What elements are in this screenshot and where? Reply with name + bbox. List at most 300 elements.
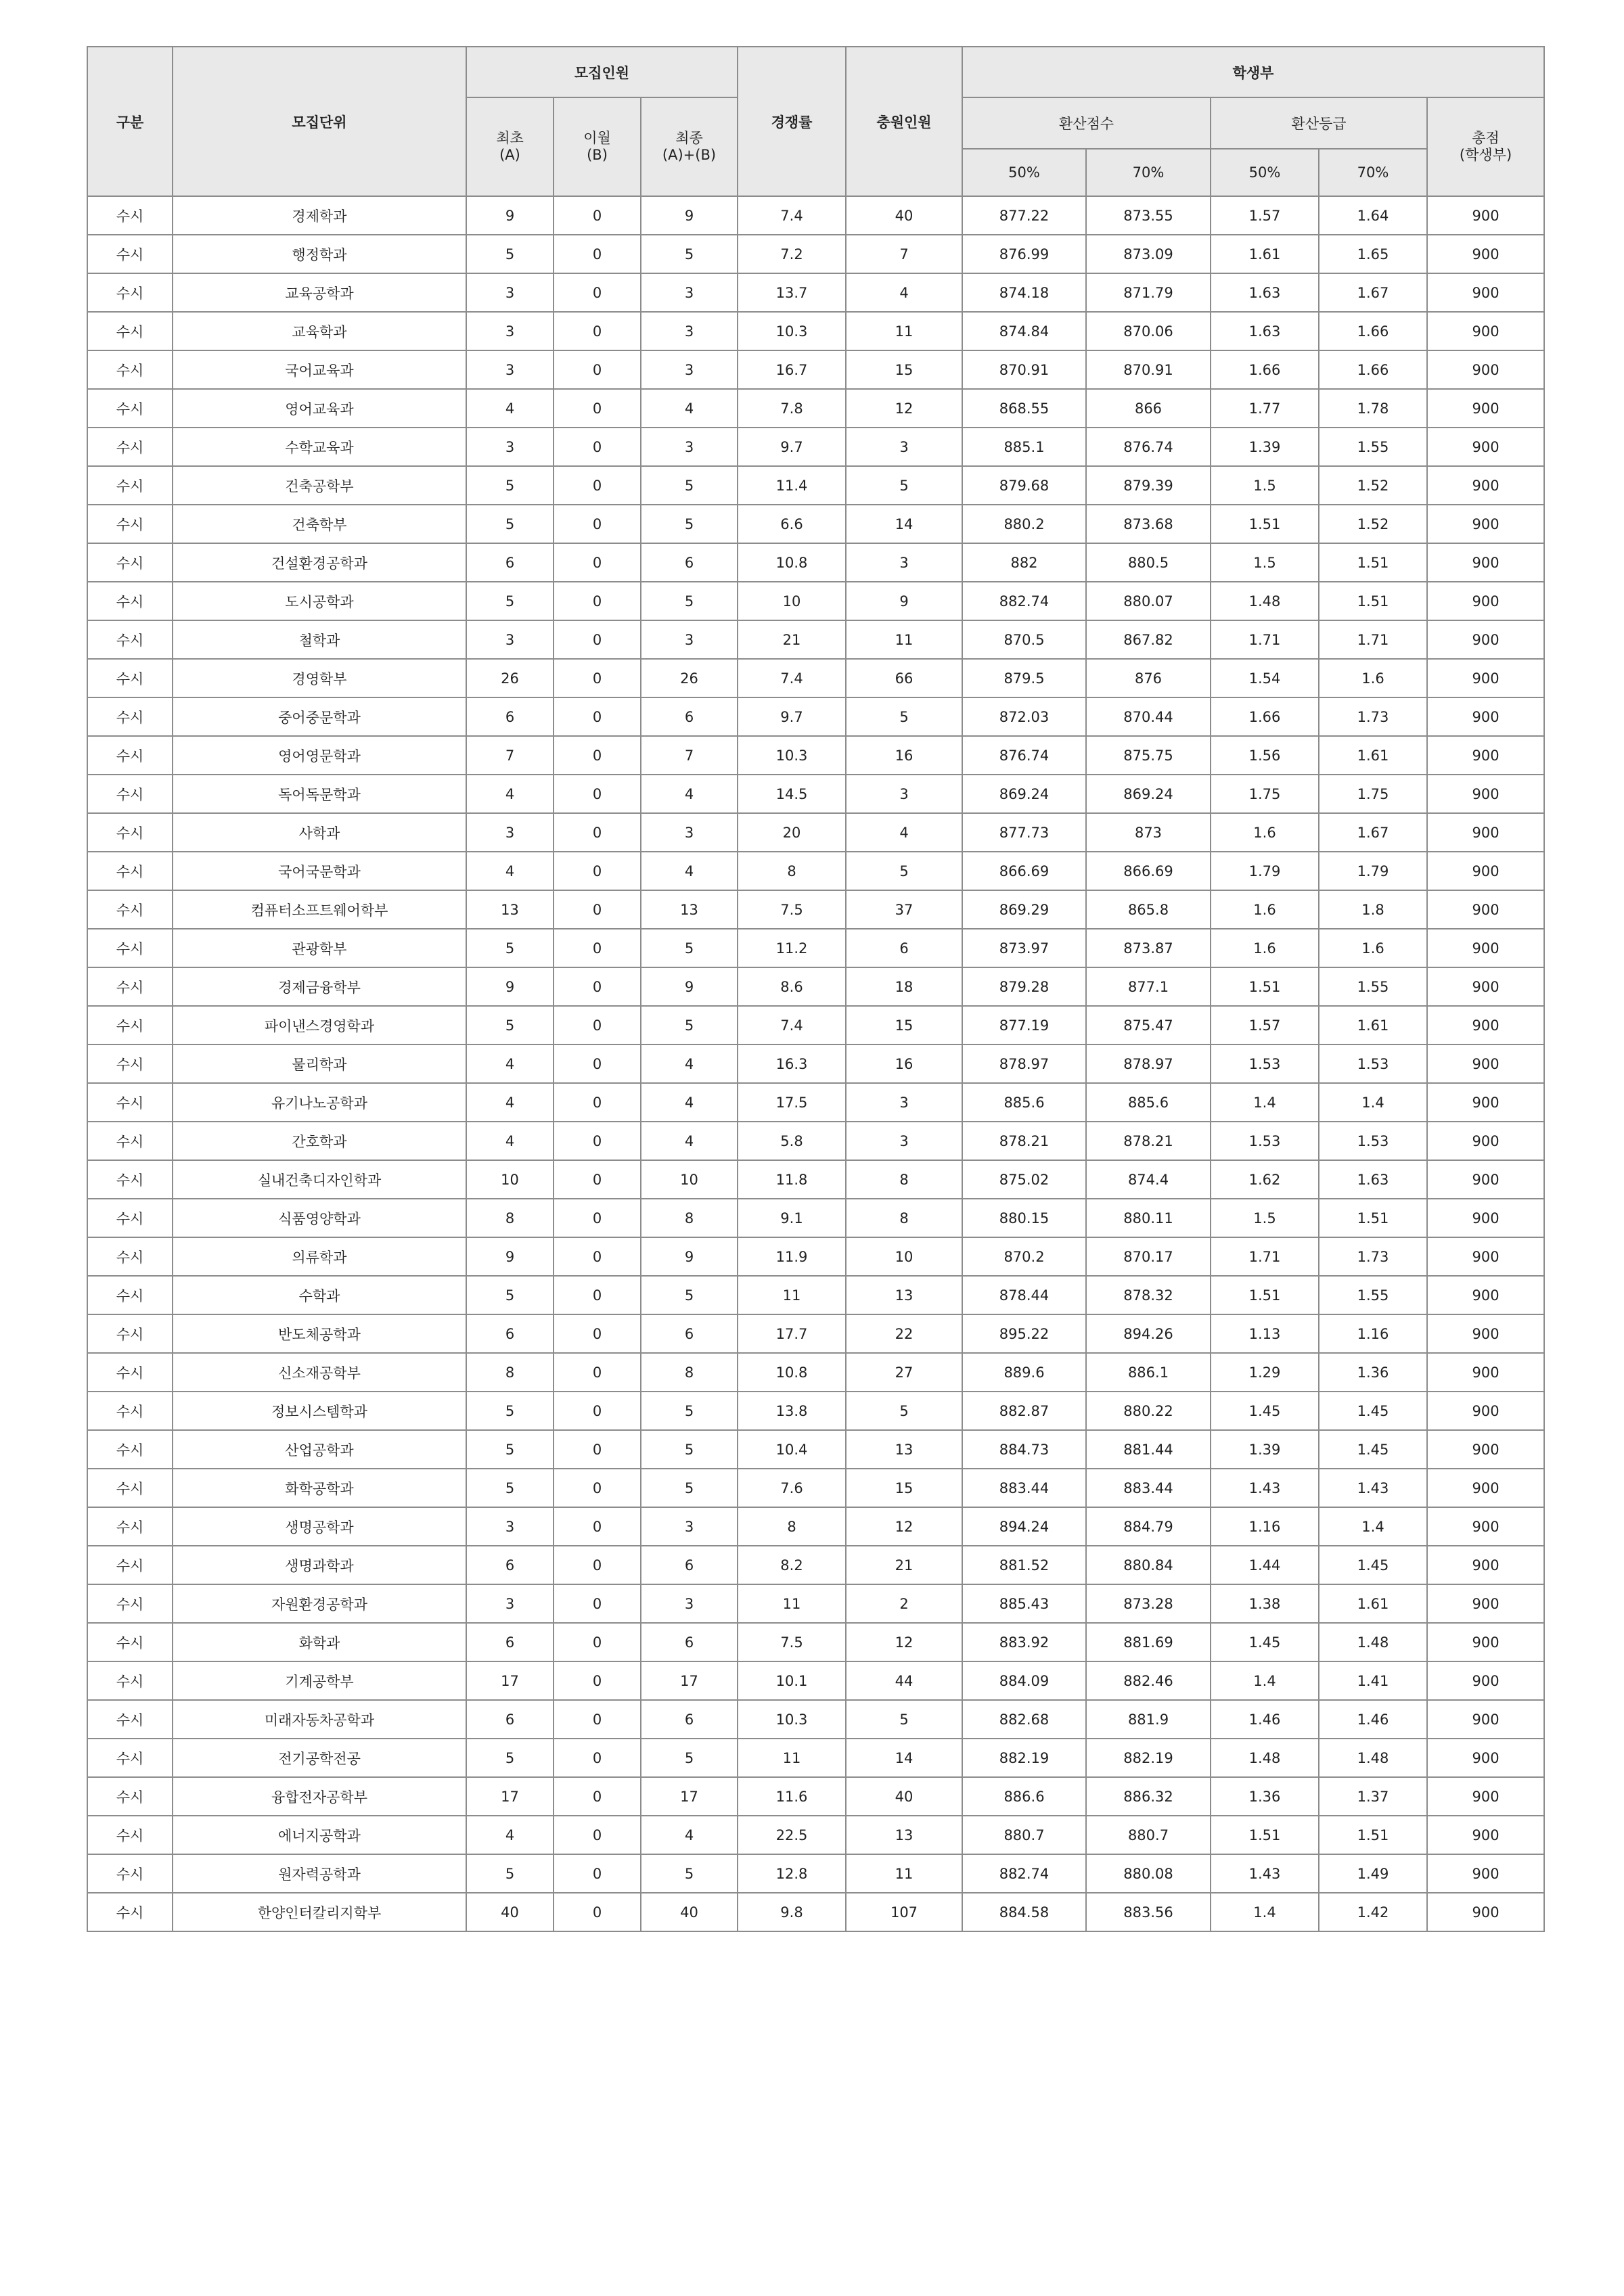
grade-70-cell: 1.43 bbox=[1319, 1469, 1427, 1507]
grade-70-cell: 1.48 bbox=[1319, 1739, 1427, 1777]
unit-cell: 행정학과 bbox=[173, 235, 466, 273]
final-cell: 5 bbox=[641, 1854, 738, 1893]
grade-70-cell: 1.16 bbox=[1319, 1314, 1427, 1353]
carryover-cell: 0 bbox=[554, 505, 641, 543]
grade-70-cell: 1.63 bbox=[1319, 1160, 1427, 1199]
initial-cell: 7 bbox=[466, 736, 554, 775]
total-cell: 900 bbox=[1427, 1276, 1544, 1314]
score-50-cell: 895.22 bbox=[962, 1314, 1086, 1353]
carryover-cell: 0 bbox=[554, 1392, 641, 1430]
division-cell: 수시 bbox=[87, 620, 173, 659]
unit-cell: 기계공학부 bbox=[173, 1661, 466, 1700]
waitlist-cell: 12 bbox=[846, 1623, 962, 1661]
grade-50-cell: 1.57 bbox=[1211, 1006, 1319, 1044]
score-70-cell: 880.5 bbox=[1086, 543, 1211, 582]
table-row bbox=[87, 1893, 1544, 1931]
initial-cell: 26 bbox=[466, 659, 554, 697]
carryover-cell: 0 bbox=[554, 697, 641, 736]
score-50-cell: 879.68 bbox=[962, 466, 1086, 505]
grade-50-cell: 1.56 bbox=[1211, 736, 1319, 775]
grade-70-cell: 1.42 bbox=[1319, 1893, 1427, 1931]
competition-cell: 9.7 bbox=[738, 697, 846, 736]
table-row bbox=[87, 350, 1544, 389]
score-70-cell: 867.82 bbox=[1086, 620, 1211, 659]
final-cell: 6 bbox=[641, 1546, 738, 1584]
unit-cell: 생명공학과 bbox=[173, 1507, 466, 1546]
grade-50-cell: 1.16 bbox=[1211, 1507, 1319, 1546]
total-cell: 900 bbox=[1427, 620, 1544, 659]
table-row bbox=[87, 505, 1544, 543]
score-50-cell: 882.74 bbox=[962, 582, 1086, 620]
score-50-cell: 882.68 bbox=[962, 1700, 1086, 1739]
carryover-cell: 0 bbox=[554, 1353, 641, 1392]
header-score-50: 50% bbox=[962, 149, 1086, 196]
grade-70-cell: 1.75 bbox=[1319, 775, 1427, 813]
grade-50-cell: 1.75 bbox=[1211, 775, 1319, 813]
final-cell: 4 bbox=[641, 775, 738, 813]
competition-cell: 11.4 bbox=[738, 466, 846, 505]
division-cell: 수시 bbox=[87, 697, 173, 736]
grade-50-cell: 1.79 bbox=[1211, 852, 1319, 890]
score-70-cell: 876.74 bbox=[1086, 428, 1211, 466]
score-70-cell: 873.68 bbox=[1086, 505, 1211, 543]
table-row bbox=[87, 1469, 1544, 1507]
score-50-cell: 868.55 bbox=[962, 389, 1086, 428]
final-cell: 10 bbox=[641, 1160, 738, 1199]
unit-cell: 국어국문학과 bbox=[173, 852, 466, 890]
waitlist-cell: 18 bbox=[846, 967, 962, 1006]
score-50-cell: 894.24 bbox=[962, 1507, 1086, 1546]
final-cell: 6 bbox=[641, 1623, 738, 1661]
score-50-cell: 885.1 bbox=[962, 428, 1086, 466]
grade-50-cell: 1.5 bbox=[1211, 543, 1319, 582]
table-row bbox=[87, 273, 1544, 312]
carryover-cell: 0 bbox=[554, 1700, 641, 1739]
grade-50-cell: 1.6 bbox=[1211, 890, 1319, 929]
table-row bbox=[87, 235, 1544, 273]
carryover-cell: 0 bbox=[554, 582, 641, 620]
score-50-cell: 885.6 bbox=[962, 1083, 1086, 1122]
waitlist-cell: 4 bbox=[846, 813, 962, 852]
division-cell: 수시 bbox=[87, 1469, 173, 1507]
division-cell: 수시 bbox=[87, 813, 173, 852]
grade-50-cell: 1.63 bbox=[1211, 312, 1319, 350]
competition-cell: 10.1 bbox=[738, 1661, 846, 1700]
grade-70-cell: 1.65 bbox=[1319, 235, 1427, 273]
score-70-cell: 875.47 bbox=[1086, 1006, 1211, 1044]
score-70-cell: 882.46 bbox=[1086, 1661, 1211, 1700]
total-cell: 900 bbox=[1427, 235, 1544, 273]
final-cell: 6 bbox=[641, 697, 738, 736]
division-cell: 수시 bbox=[87, 1623, 173, 1661]
grade-50-cell: 1.44 bbox=[1211, 1546, 1319, 1584]
grade-70-cell: 1.46 bbox=[1319, 1700, 1427, 1739]
grade-50-cell: 1.43 bbox=[1211, 1469, 1319, 1507]
score-70-cell: 880.7 bbox=[1086, 1816, 1211, 1854]
waitlist-cell: 5 bbox=[846, 1392, 962, 1430]
carryover-cell: 0 bbox=[554, 967, 641, 1006]
carryover-cell: 0 bbox=[554, 1739, 641, 1777]
final-cell: 3 bbox=[641, 273, 738, 312]
score-70-cell: 866 bbox=[1086, 389, 1211, 428]
score-50-cell: 877.73 bbox=[962, 813, 1086, 852]
waitlist-cell: 13 bbox=[846, 1276, 962, 1314]
division-cell: 수시 bbox=[87, 350, 173, 389]
score-70-cell: 885.6 bbox=[1086, 1083, 1211, 1122]
grade-70-cell: 1.53 bbox=[1319, 1122, 1427, 1160]
carryover-cell: 0 bbox=[554, 890, 641, 929]
grade-50-cell: 1.39 bbox=[1211, 1430, 1319, 1469]
carryover-cell: 0 bbox=[554, 775, 641, 813]
score-70-cell: 883.44 bbox=[1086, 1469, 1211, 1507]
table-row bbox=[87, 1237, 1544, 1276]
competition-cell: 11.2 bbox=[738, 929, 846, 967]
total-cell: 900 bbox=[1427, 1314, 1544, 1353]
competition-cell: 7.6 bbox=[738, 1469, 846, 1507]
total-cell: 900 bbox=[1427, 967, 1544, 1006]
score-70-cell: 878.21 bbox=[1086, 1122, 1211, 1160]
division-cell: 수시 bbox=[87, 852, 173, 890]
final-cell: 5 bbox=[641, 1276, 738, 1314]
total-cell: 900 bbox=[1427, 582, 1544, 620]
unit-cell: 경제금융학부 bbox=[173, 967, 466, 1006]
score-50-cell: 870.2 bbox=[962, 1237, 1086, 1276]
grade-50-cell: 1.5 bbox=[1211, 466, 1319, 505]
competition-cell: 14.5 bbox=[738, 775, 846, 813]
carryover-cell: 0 bbox=[554, 1854, 641, 1893]
table-row bbox=[87, 1392, 1544, 1430]
total-cell: 900 bbox=[1427, 1392, 1544, 1430]
score-50-cell: 883.92 bbox=[962, 1623, 1086, 1661]
score-50-cell: 875.02 bbox=[962, 1160, 1086, 1199]
grade-50-cell: 1.45 bbox=[1211, 1623, 1319, 1661]
initial-cell: 8 bbox=[466, 1353, 554, 1392]
table-row bbox=[87, 1623, 1544, 1661]
score-70-cell: 870.06 bbox=[1086, 312, 1211, 350]
grade-70-cell: 1.41 bbox=[1319, 1661, 1427, 1700]
grade-50-cell: 1.48 bbox=[1211, 582, 1319, 620]
table-row bbox=[87, 1353, 1544, 1392]
header-grade-70: 70% bbox=[1319, 149, 1427, 196]
score-50-cell: 872.03 bbox=[962, 697, 1086, 736]
initial-cell: 3 bbox=[466, 312, 554, 350]
initial-cell: 6 bbox=[466, 543, 554, 582]
competition-cell: 10.3 bbox=[738, 1700, 846, 1739]
carryover-cell: 0 bbox=[554, 312, 641, 350]
unit-cell: 미래자동차공학과 bbox=[173, 1700, 466, 1739]
grade-50-cell: 1.63 bbox=[1211, 273, 1319, 312]
waitlist-cell: 40 bbox=[846, 1777, 962, 1816]
grade-70-cell: 1.67 bbox=[1319, 813, 1427, 852]
carryover-cell: 0 bbox=[554, 813, 641, 852]
carryover-cell: 0 bbox=[554, 620, 641, 659]
final-cell: 9 bbox=[641, 1237, 738, 1276]
waitlist-cell: 44 bbox=[846, 1661, 962, 1700]
waitlist-cell: 2 bbox=[846, 1584, 962, 1623]
grade-50-cell: 1.77 bbox=[1211, 389, 1319, 428]
score-70-cell: 877.1 bbox=[1086, 967, 1211, 1006]
division-cell: 수시 bbox=[87, 1507, 173, 1546]
table-row bbox=[87, 1739, 1544, 1777]
grade-50-cell: 1.13 bbox=[1211, 1314, 1319, 1353]
grade-50-cell: 1.57 bbox=[1211, 196, 1319, 235]
unit-cell: 실내건축디자인학과 bbox=[173, 1160, 466, 1199]
waitlist-cell: 5 bbox=[846, 852, 962, 890]
score-70-cell: 871.79 bbox=[1086, 273, 1211, 312]
competition-cell: 11 bbox=[738, 1276, 846, 1314]
table-row bbox=[87, 1276, 1544, 1314]
division-cell: 수시 bbox=[87, 890, 173, 929]
initial-cell: 9 bbox=[466, 196, 554, 235]
carryover-cell: 0 bbox=[554, 1314, 641, 1353]
division-cell: 수시 bbox=[87, 389, 173, 428]
initial-cell: 10 bbox=[466, 1160, 554, 1199]
score-50-cell: 882 bbox=[962, 543, 1086, 582]
score-50-cell: 877.22 bbox=[962, 196, 1086, 235]
division-cell: 수시 bbox=[87, 736, 173, 775]
unit-cell: 한양인터칼리지학부 bbox=[173, 1893, 466, 1931]
final-cell: 3 bbox=[641, 1507, 738, 1546]
grade-50-cell: 1.51 bbox=[1211, 967, 1319, 1006]
table-row bbox=[87, 1314, 1544, 1353]
competition-cell: 11.8 bbox=[738, 1160, 846, 1199]
grade-70-cell: 1.49 bbox=[1319, 1854, 1427, 1893]
initial-cell: 17 bbox=[466, 1777, 554, 1816]
unit-cell: 의류학과 bbox=[173, 1237, 466, 1276]
total-cell: 900 bbox=[1427, 350, 1544, 389]
table-row bbox=[87, 813, 1544, 852]
score-70-cell: 881.9 bbox=[1086, 1700, 1211, 1739]
initial-cell: 6 bbox=[466, 1546, 554, 1584]
waitlist-cell: 16 bbox=[846, 1044, 962, 1083]
score-50-cell: 882.87 bbox=[962, 1392, 1086, 1430]
grade-50-cell: 1.5 bbox=[1211, 1199, 1319, 1237]
grade-70-cell: 1.55 bbox=[1319, 967, 1427, 1006]
score-50-cell: 884.09 bbox=[962, 1661, 1086, 1700]
grade-70-cell: 1.6 bbox=[1319, 929, 1427, 967]
final-cell: 5 bbox=[641, 505, 738, 543]
division-cell: 수시 bbox=[87, 1353, 173, 1392]
division-cell: 수시 bbox=[87, 1893, 173, 1931]
initial-cell: 6 bbox=[466, 1314, 554, 1353]
initial-cell: 6 bbox=[466, 697, 554, 736]
waitlist-cell: 3 bbox=[846, 775, 962, 813]
score-50-cell: 876.74 bbox=[962, 736, 1086, 775]
table-row bbox=[87, 659, 1544, 697]
waitlist-cell: 16 bbox=[846, 736, 962, 775]
carryover-cell: 0 bbox=[554, 389, 641, 428]
grade-50-cell: 1.62 bbox=[1211, 1160, 1319, 1199]
final-cell: 3 bbox=[641, 428, 738, 466]
waitlist-cell: 15 bbox=[846, 350, 962, 389]
total-cell: 900 bbox=[1427, 1430, 1544, 1469]
division-cell: 수시 bbox=[87, 1700, 173, 1739]
total-cell: 900 bbox=[1427, 273, 1544, 312]
score-70-cell: 873.28 bbox=[1086, 1584, 1211, 1623]
score-70-cell: 870.17 bbox=[1086, 1237, 1211, 1276]
table-row bbox=[87, 620, 1544, 659]
competition-cell: 8 bbox=[738, 852, 846, 890]
score-70-cell: 873.55 bbox=[1086, 196, 1211, 235]
competition-cell: 13.7 bbox=[738, 273, 846, 312]
grade-50-cell: 1.51 bbox=[1211, 1276, 1319, 1314]
final-cell: 5 bbox=[641, 235, 738, 273]
score-50-cell: 866.69 bbox=[962, 852, 1086, 890]
unit-cell: 경제학과 bbox=[173, 196, 466, 235]
division-cell: 수시 bbox=[87, 1661, 173, 1700]
grade-70-cell: 1.55 bbox=[1319, 428, 1427, 466]
waitlist-cell: 5 bbox=[846, 1700, 962, 1739]
score-70-cell: 880.08 bbox=[1086, 1854, 1211, 1893]
total-cell: 900 bbox=[1427, 1546, 1544, 1584]
score-50-cell: 870.5 bbox=[962, 620, 1086, 659]
table-row bbox=[87, 1854, 1544, 1893]
score-70-cell: 869.24 bbox=[1086, 775, 1211, 813]
header-division: 구분 bbox=[87, 47, 173, 196]
initial-cell: 3 bbox=[466, 1584, 554, 1623]
grade-50-cell: 1.39 bbox=[1211, 428, 1319, 466]
division-cell: 수시 bbox=[87, 967, 173, 1006]
carryover-cell: 0 bbox=[554, 1160, 641, 1199]
score-70-cell: 894.26 bbox=[1086, 1314, 1211, 1353]
score-50-cell: 873.97 bbox=[962, 929, 1086, 967]
total-cell: 900 bbox=[1427, 1237, 1544, 1276]
total-cell: 900 bbox=[1427, 1700, 1544, 1739]
carryover-cell: 0 bbox=[554, 1507, 641, 1546]
division-cell: 수시 bbox=[87, 1237, 173, 1276]
final-cell: 9 bbox=[641, 196, 738, 235]
waitlist-cell: 107 bbox=[846, 1893, 962, 1931]
waitlist-cell: 11 bbox=[846, 1854, 962, 1893]
score-50-cell: 878.44 bbox=[962, 1276, 1086, 1314]
competition-cell: 12.8 bbox=[738, 1854, 846, 1893]
score-70-cell: 873.09 bbox=[1086, 235, 1211, 273]
total-cell: 900 bbox=[1427, 1469, 1544, 1507]
division-cell: 수시 bbox=[87, 1044, 173, 1083]
score-50-cell: 879.28 bbox=[962, 967, 1086, 1006]
grade-50-cell: 1.43 bbox=[1211, 1854, 1319, 1893]
score-50-cell: 880.15 bbox=[962, 1199, 1086, 1237]
final-cell: 4 bbox=[641, 1083, 738, 1122]
grade-50-cell: 1.61 bbox=[1211, 235, 1319, 273]
competition-cell: 10.3 bbox=[738, 312, 846, 350]
final-cell: 9 bbox=[641, 967, 738, 1006]
grade-50-cell: 1.4 bbox=[1211, 1893, 1319, 1931]
unit-cell: 정보시스템학과 bbox=[173, 1392, 466, 1430]
grade-70-cell: 1.45 bbox=[1319, 1430, 1427, 1469]
initial-cell: 5 bbox=[466, 1854, 554, 1893]
carryover-cell: 0 bbox=[554, 1430, 641, 1469]
header-final: 최종 (A)+(B) bbox=[641, 97, 738, 196]
score-70-cell: 886.32 bbox=[1086, 1777, 1211, 1816]
table-body bbox=[87, 196, 1544, 1931]
carryover-cell: 0 bbox=[554, 1816, 641, 1854]
final-cell: 3 bbox=[641, 620, 738, 659]
initial-cell: 3 bbox=[466, 428, 554, 466]
table-row bbox=[87, 389, 1544, 428]
carryover-cell: 0 bbox=[554, 196, 641, 235]
division-cell: 수시 bbox=[87, 1006, 173, 1044]
unit-cell: 영어교육과 bbox=[173, 389, 466, 428]
competition-cell: 17.5 bbox=[738, 1083, 846, 1122]
carryover-cell: 0 bbox=[554, 1584, 641, 1623]
division-cell: 수시 bbox=[87, 1430, 173, 1469]
table-row bbox=[87, 890, 1544, 929]
initial-cell: 9 bbox=[466, 967, 554, 1006]
division-cell: 수시 bbox=[87, 235, 173, 273]
carryover-cell: 0 bbox=[554, 1276, 641, 1314]
initial-cell: 4 bbox=[466, 1122, 554, 1160]
score-70-cell: 880.07 bbox=[1086, 582, 1211, 620]
score-50-cell: 874.84 bbox=[962, 312, 1086, 350]
initial-cell: 5 bbox=[466, 1392, 554, 1430]
initial-cell: 9 bbox=[466, 1237, 554, 1276]
score-50-cell: 880.2 bbox=[962, 505, 1086, 543]
total-cell: 900 bbox=[1427, 1739, 1544, 1777]
grade-70-cell: 1.73 bbox=[1319, 697, 1427, 736]
grade-70-cell: 1.53 bbox=[1319, 1044, 1427, 1083]
waitlist-cell: 22 bbox=[846, 1314, 962, 1353]
score-50-cell: 889.6 bbox=[962, 1353, 1086, 1392]
competition-cell: 9.1 bbox=[738, 1199, 846, 1237]
final-cell: 5 bbox=[641, 1739, 738, 1777]
score-70-cell: 876 bbox=[1086, 659, 1211, 697]
score-70-cell: 879.39 bbox=[1086, 466, 1211, 505]
table-row bbox=[87, 1816, 1544, 1854]
final-cell: 7 bbox=[641, 736, 738, 775]
unit-cell: 파이낸스경영학과 bbox=[173, 1006, 466, 1044]
competition-cell: 7.4 bbox=[738, 659, 846, 697]
final-cell: 13 bbox=[641, 890, 738, 929]
initial-cell: 5 bbox=[466, 1006, 554, 1044]
total-cell: 900 bbox=[1427, 1777, 1544, 1816]
score-70-cell: 875.75 bbox=[1086, 736, 1211, 775]
competition-cell: 11.9 bbox=[738, 1237, 846, 1276]
total-cell: 900 bbox=[1427, 852, 1544, 890]
grade-70-cell: 1.45 bbox=[1319, 1392, 1427, 1430]
total-cell: 900 bbox=[1427, 389, 1544, 428]
carryover-cell: 0 bbox=[554, 659, 641, 697]
waitlist-cell: 3 bbox=[846, 1122, 962, 1160]
unit-cell: 중어중문학과 bbox=[173, 697, 466, 736]
unit-cell: 자원환경공학과 bbox=[173, 1584, 466, 1623]
unit-cell: 전기공학전공 bbox=[173, 1739, 466, 1777]
grade-50-cell: 1.53 bbox=[1211, 1044, 1319, 1083]
waitlist-cell: 12 bbox=[846, 1507, 962, 1546]
division-cell: 수시 bbox=[87, 1739, 173, 1777]
unit-cell: 신소재공학부 bbox=[173, 1353, 466, 1392]
total-cell: 900 bbox=[1427, 1816, 1544, 1854]
table-row bbox=[87, 697, 1544, 736]
total-cell: 900 bbox=[1427, 659, 1544, 697]
initial-cell: 3 bbox=[466, 273, 554, 312]
table-row bbox=[87, 312, 1544, 350]
final-cell: 5 bbox=[641, 1392, 738, 1430]
score-50-cell: 886.6 bbox=[962, 1777, 1086, 1816]
carryover-cell: 0 bbox=[554, 1237, 641, 1276]
total-cell: 900 bbox=[1427, 775, 1544, 813]
initial-cell: 5 bbox=[466, 1469, 554, 1507]
unit-cell: 건축학부 bbox=[173, 505, 466, 543]
division-cell: 수시 bbox=[87, 466, 173, 505]
header-grade-50: 50% bbox=[1211, 149, 1319, 196]
unit-cell: 식품영양학과 bbox=[173, 1199, 466, 1237]
total-cell: 900 bbox=[1427, 1199, 1544, 1237]
grade-50-cell: 1.38 bbox=[1211, 1584, 1319, 1623]
score-50-cell: 878.97 bbox=[962, 1044, 1086, 1083]
carryover-cell: 0 bbox=[554, 1546, 641, 1584]
final-cell: 3 bbox=[641, 1584, 738, 1623]
